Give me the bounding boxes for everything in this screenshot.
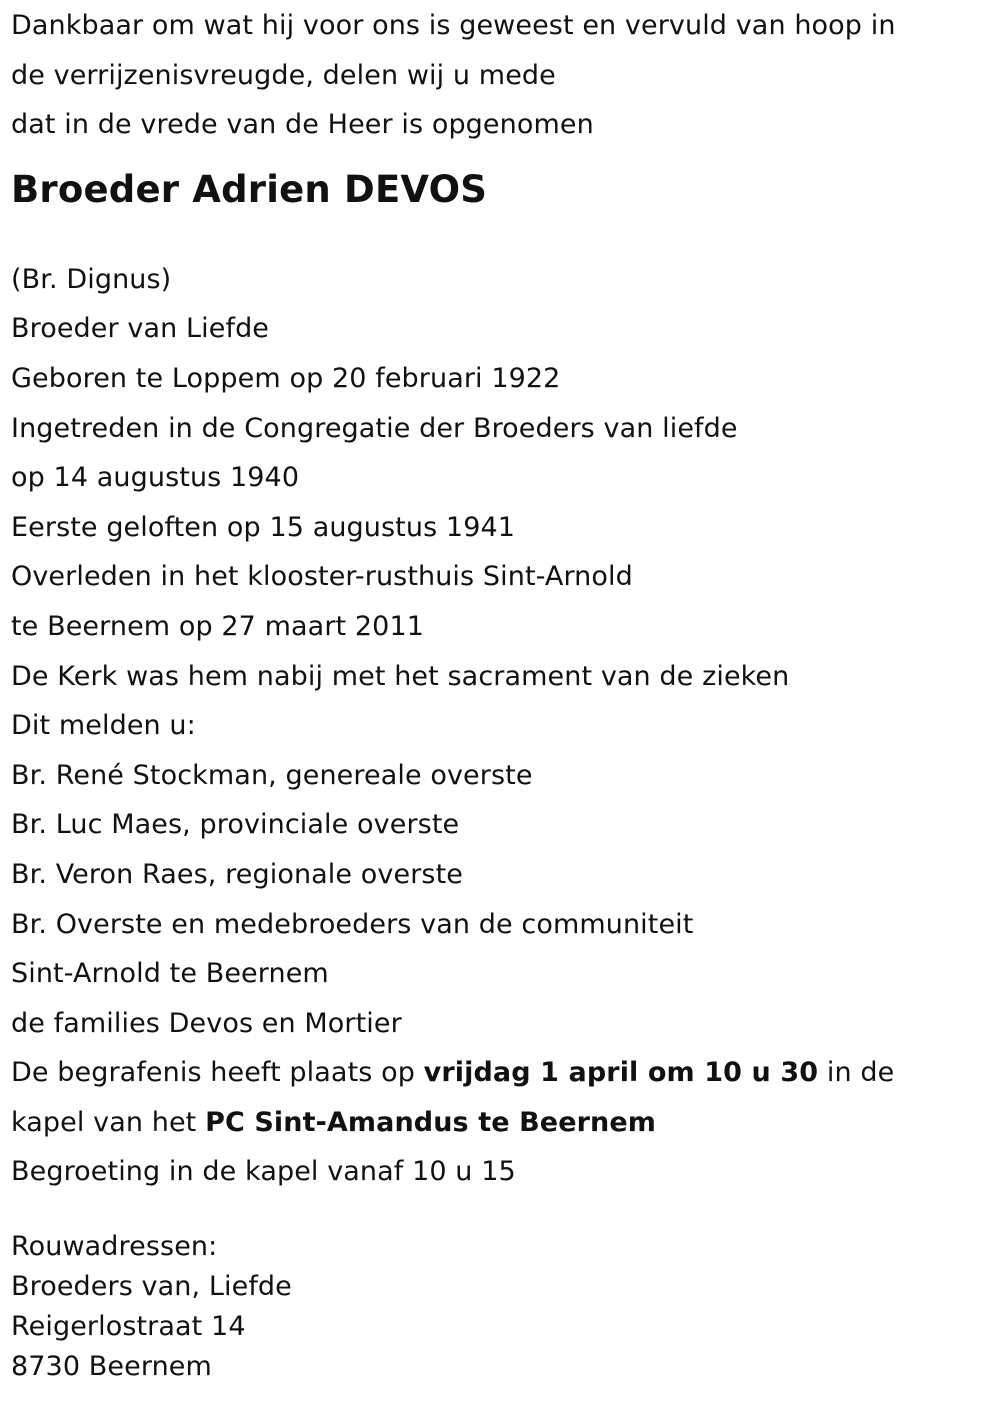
address-line: 8730 Beernem: [11, 1351, 212, 1383]
death-line: Overleden in het klooster-rusthuis Sint-Arnold: [11, 561, 633, 593]
announcer-line: Br. Overste en medebroeders van de communiteit: [11, 908, 694, 940]
funeral-line: [11, 1048, 991, 1098]
announcer-line: Br. Luc Maes, provinciale overste: [11, 809, 460, 841]
intro-line: Dankbaar om wat hij voor ons is geweest en vervuld van hoop in: [11, 10, 896, 41]
funeral-text: kapel van het: [11, 1106, 206, 1138]
entry-date-line: op 14 augustus 1940: [11, 462, 300, 494]
funeral-text: in de: [818, 1057, 895, 1089]
greeting-line: Begroeting in de kapel vanaf 10 u 15: [11, 1156, 516, 1188]
obituary-notice: [11, 0, 991, 1387]
address-heading: Rouwadressen:: [11, 1231, 218, 1263]
announcer-line: Br. René Stockman, genereale overste: [11, 759, 533, 791]
funeral-location: PC Sint-Amandus te Beernem: [205, 1106, 656, 1138]
intro-paragraph: [11, 0, 991, 150]
funeral-datetime: vrijdag 1 april om 10 u 30: [423, 1057, 819, 1089]
details-paragraph: [11, 255, 991, 1197]
deceased-name: Broeder Adrien DEVOS: [11, 167, 488, 211]
announcers-heading: Dit melden u:: [11, 710, 196, 742]
death-date-line: te Beernem op 27 maart 2011: [11, 610, 425, 642]
announcer-line: Br. Veron Raes, regionale overste: [11, 858, 463, 890]
address-line: Reigerlostraat 14: [11, 1311, 246, 1343]
families-line: de families Devos en Mortier: [11, 1007, 402, 1039]
funeral-location-line: [11, 1098, 991, 1148]
birth-line: Geboren te Loppem op 20 februari 1922: [11, 362, 561, 394]
entry-line: Ingetreden in de Congregatie der Broeders van liefde: [11, 412, 738, 444]
religious-name: (Br. Dignus): [11, 263, 172, 295]
sacrament-line: De Kerk was hem nabij met het sacrament van de zieken: [11, 660, 790, 692]
address-line: Broeders van, Liefde: [11, 1271, 292, 1303]
intro-line: dat in de vrede van de Heer is opgenomen: [11, 109, 594, 141]
vows-line: Eerste geloften op 15 augustus 1941: [11, 511, 516, 543]
funeral-text: De begrafenis heeft plaats op: [11, 1057, 424, 1089]
announcer-line: Sint-Arnold te Beernem: [11, 958, 329, 990]
condolence-address: [11, 1227, 991, 1387]
congregation: Broeder van Liefde: [11, 313, 270, 345]
intro-line: de verrijzenisvreugde, delen wij u mede: [11, 59, 556, 91]
